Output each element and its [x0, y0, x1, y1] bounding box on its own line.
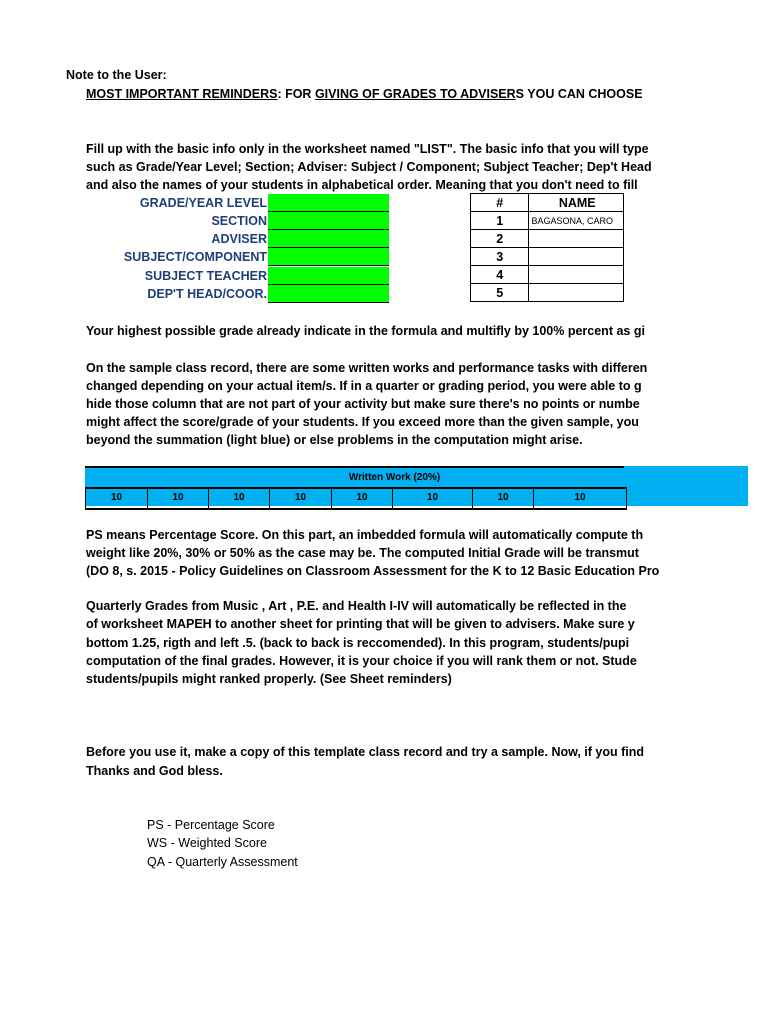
adviser-input-cell[interactable]	[268, 230, 389, 248]
table-row	[471, 284, 624, 302]
reminder-rest: S YOU CAN CHOOSE	[515, 87, 643, 101]
subject-input-cell[interactable]	[268, 248, 389, 266]
table-row	[471, 266, 624, 284]
row-name-cell[interactable]: BAGASONA, CARO	[529, 212, 624, 230]
note-title: Note to the User:	[66, 68, 167, 82]
legend-item: WS - Weighted Score	[147, 836, 267, 850]
section-input-cell[interactable]	[268, 212, 389, 230]
reminder-phrase: GIVING OF GRADES TO ADVISER	[314, 87, 516, 101]
written-work-score-row	[85, 487, 627, 510]
score-cell[interactable]: 10	[148, 489, 209, 508]
paragraph3-line: On the sample class record, there are some written works and performance tasks with differen	[86, 361, 648, 375]
paragraph4-line: weight like 20%, 30% or 50% as the case may be. The computed Initial Grade will be transmut	[86, 546, 639, 560]
paragraph1-line: such as Grade/Year Level; Section; Adviser: Subject / Component; Subject Teacher; Dep't Head	[86, 160, 652, 174]
field-label-subject: SUBJECT/COMPONENT	[123, 250, 267, 264]
table-header-row	[471, 194, 624, 212]
row-name-cell[interactable]	[529, 284, 624, 302]
written-work-title: Written Work (20%)	[348, 472, 441, 483]
paragraph5-line: computation of the final grades. However, it is your choice if you will rank them or not. Stude	[86, 654, 637, 668]
reminder-for: : FOR	[277, 87, 315, 101]
paragraph5-line: bottom 1.25, rigth and left .5. (back to back is reccomended). In this program, students/pupi	[86, 636, 630, 650]
score-cell[interactable]: 10	[473, 489, 534, 508]
score-cell[interactable]: 10	[332, 489, 393, 508]
header-number: #	[471, 194, 529, 212]
row-number: 3	[471, 248, 529, 266]
legend-item: PS - Percentage Score	[147, 818, 275, 832]
paragraph3-line: changed depending on your actual item/s. If in a quarter or grading period, you were able to g	[86, 379, 642, 393]
field-label-section: SECTION	[211, 214, 267, 228]
paragraph3-line: beyond the summation (light blue) or else problems in the computation might arise.	[86, 433, 583, 447]
grade-input-cell[interactable]	[268, 194, 389, 212]
score-cell[interactable]: 10	[85, 489, 148, 508]
paragraph2: Your highest possible grade already indicate in the formula and multifly by 100% percent as gi	[86, 324, 645, 338]
row-name-cell[interactable]	[529, 230, 624, 248]
score-cell[interactable]: 10	[270, 489, 332, 508]
paragraph1-line: and also the names of your students in alphabetical order. Meaning that you don't need to fill	[86, 178, 638, 192]
row-number: 2	[471, 230, 529, 248]
paragraph1-line: Fill up with the basic info only in the worksheet named "LIST". The basic info that you will type	[86, 142, 649, 156]
paragraph5-line: Quarterly Grades from Music , Art , P.E. and Health I-IV will automatically be reflected in the	[86, 599, 627, 613]
paragraph5-line: students/pupils might ranked properly. (See Sheet reminders)	[86, 672, 452, 686]
paragraph4-line: PS means Percentage Score. On this part, an imbedded formula will automatically compute th	[86, 528, 644, 542]
field-label-head: DEP'T HEAD/COOR.	[147, 287, 267, 301]
row-name-cell[interactable]	[529, 266, 624, 284]
table-row	[471, 212, 624, 230]
reminder-prefix: MOST IMPORTANT REMINDERS	[86, 87, 278, 101]
table-row	[471, 230, 624, 248]
field-label-teacher: SUBJECT TEACHER	[144, 269, 267, 283]
paragraph6-line: Thanks and God bless.	[86, 764, 223, 778]
field-label-adviser: ADVISER	[211, 232, 267, 246]
table-row	[471, 248, 624, 266]
score-cell[interactable]: 10	[209, 489, 270, 508]
paragraph4-line: (DO 8, s. 2015 - Policy Guidelines on Classroom Assessment for the K to 12 Basic Education Pro	[86, 564, 660, 578]
header-name: NAME	[529, 194, 624, 212]
field-label-grade: GRADE/YEAR LEVEL	[139, 196, 267, 210]
row-name-cell[interactable]	[529, 248, 624, 266]
written-work-header	[85, 466, 624, 489]
teacher-input-cell[interactable]	[268, 267, 389, 285]
row-number: 4	[471, 266, 529, 284]
row-number: 5	[471, 284, 529, 302]
paragraph6-line: Before you use it, make a copy of this template class record and try a sample. Now, if you find	[86, 745, 645, 759]
legend-item: QA - Quarterly Assessment	[147, 855, 298, 869]
head-input-cell[interactable]	[268, 285, 389, 303]
score-cell[interactable]: 10	[393, 489, 473, 508]
score-cell[interactable]: 10	[534, 489, 627, 508]
student-names-table	[470, 193, 624, 302]
paragraph3-line: might affect the score/grade of your students. If you exceed more than the given sample, you	[86, 415, 639, 429]
row-number: 1	[471, 212, 529, 230]
paragraph3-line: hide those column that are not part of your activity but make sure there's no points or numbe	[86, 397, 640, 411]
paragraph5-line: of worksheet MAPEH to another sheet for printing that will be given to advisers. Make sure y	[86, 617, 635, 631]
reminder-line	[86, 85, 643, 103]
